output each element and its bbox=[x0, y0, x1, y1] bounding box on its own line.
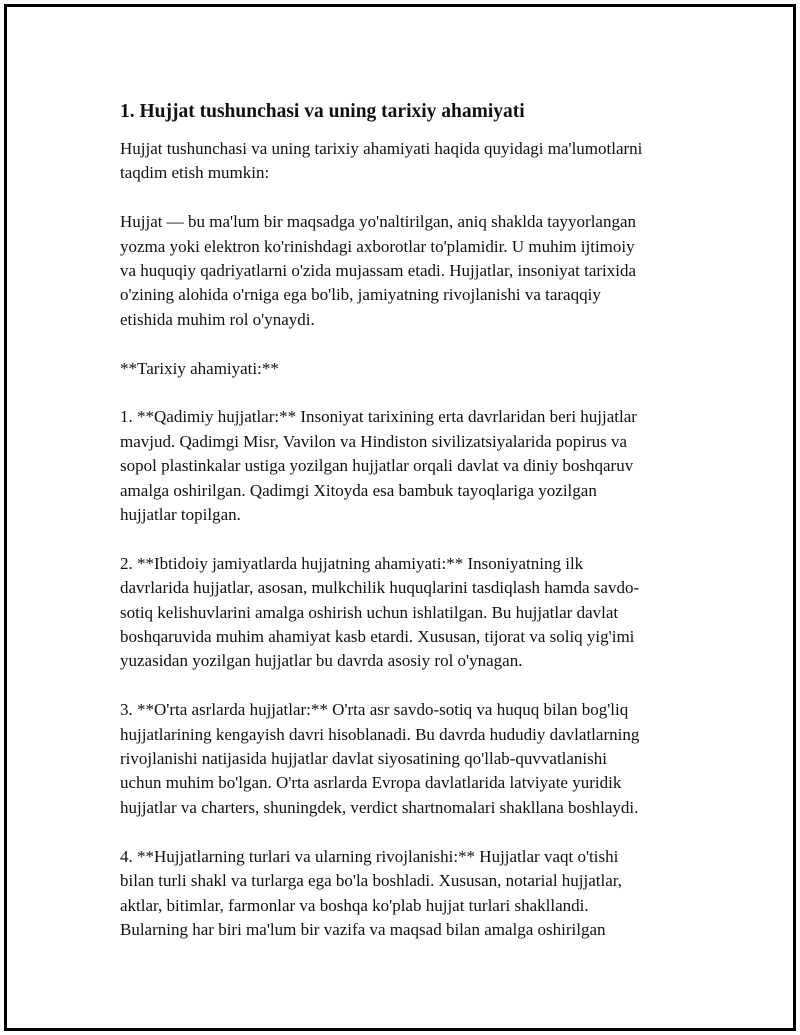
text-line: rivojlanishi natijasida hujjatlar davlat siyosatining qo'llab-quvvatlanishi bbox=[120, 749, 607, 769]
text-line: davrlarida hujjatlar, asosan, mulkchilik huquqlarini tasdiqlash hamda savdo- bbox=[120, 578, 640, 598]
text-line: sopol plastinkalar ustiga yozilgan hujjatlar orqali davlat va diniy boshqaruv bbox=[120, 456, 634, 476]
text-line: yozma yoki elektron ko'rinishdagi axborotlar to'plamidir. U muhim ijtimoiy bbox=[120, 236, 635, 256]
text-line: Hujjat — bu ma'lum bir maqsadga yo'naltirilgan, aniq shaklda tayyorlangan bbox=[120, 212, 637, 232]
text-line: hujjatlar topilgan. bbox=[120, 505, 241, 525]
text-line: Hujjat tushunchasi va uning tarixiy ahamiyati haqida quyidagi ma'lumotlarni bbox=[120, 139, 643, 158]
text-line: uchun muhim bo'lgan. O'rta asrlarda Evropa davlatlarida latviyate yuridik bbox=[120, 773, 622, 793]
text-line: o'zining alohida o'rniga ega bo'lib, jamiyatning rivojlanishi va taraqqiy bbox=[120, 285, 601, 305]
text-line: hujjatlar va charters, shuningdek, verdict shartnomalari shakllana boshlaydi. bbox=[120, 797, 639, 817]
text-line: boshqaruvida muhim ahamiyat kasb etardi. Xususan, tijorat va soliq yig'imi bbox=[120, 627, 635, 647]
document-body bbox=[120, 99, 700, 967]
paragraph-definition bbox=[120, 210, 700, 332]
page-frame bbox=[4, 4, 796, 1031]
paragraph-intro bbox=[120, 137, 700, 186]
paragraph-item-4 bbox=[120, 845, 700, 943]
text-line: bilan turli shakl va turlarga ega bo'la boshladi. Xususan, notarial hujjatlar, bbox=[120, 871, 623, 891]
text-line: 4. **Hujjatlarning turlari va ularning rivojlanishi:** Hujjatlar vaqt o'tishi bbox=[120, 846, 619, 866]
text-line: taqdim etish mumkin: bbox=[120, 163, 270, 183]
text-line: 3. **O'rta asrlarda hujjatlar:** O'rta asr savdo-sotiq va huquq bilan bog'liq bbox=[120, 700, 629, 720]
text-line: yuzasidan yozilgan hujjatlar bu davrda asosiy rol o'ynagan. bbox=[120, 651, 523, 671]
text-line: hujjatlarining kengayish davri hisoblanadi. Bu davrda hududiy davlatlarning bbox=[120, 724, 640, 744]
text-line: va huquqiy qadriyatlarni o'zida mujassam etadi. Hujjatlar, insoniyat tarixida bbox=[120, 261, 637, 281]
text-line: etishida muhim rol o'ynaydi. bbox=[120, 309, 315, 329]
text-line: mavjud. Qadimgi Misr, Vavilon va Hindiston sivilizatsiyalarida popirus va bbox=[120, 431, 628, 451]
text-line: **Tarixiy ahamiyati:** bbox=[120, 358, 279, 378]
text-line: sotiq kelishuvlarini amalga oshirish uchun ishlatilgan. Bu hujjatlar davlat bbox=[120, 602, 619, 622]
paragraph-subheading bbox=[120, 357, 700, 381]
text-line: amalga oshirilgan. Qadimgi Xitoyda esa bambuk tayoqlariga yozilgan bbox=[120, 480, 597, 500]
paragraph-item-1 bbox=[120, 405, 700, 527]
paragraph-item-3 bbox=[120, 698, 700, 820]
text-line: 1. **Qadimiy hujjatlar:** Insoniyat tarixining erta davrlaridan beri hujjatlar bbox=[120, 407, 637, 427]
text-line: 2. **Ibtidoiy jamiyatlarda hujjatning ahamiyati:** Insoniyatning ilk bbox=[120, 553, 584, 573]
section-heading: 1. Hujjat tushunchasi va uning tarixiy ahamiyati bbox=[120, 101, 525, 122]
text-line: Bularning har biri ma'lum bir vazifa va maqsad bilan amalga oshirilgan bbox=[120, 919, 606, 939]
text-line: aktlar, bitimlar, farmonlar va boshqa ko'plab hujjat turlari shakllandi. bbox=[120, 895, 589, 915]
paragraph-item-2 bbox=[120, 552, 700, 674]
